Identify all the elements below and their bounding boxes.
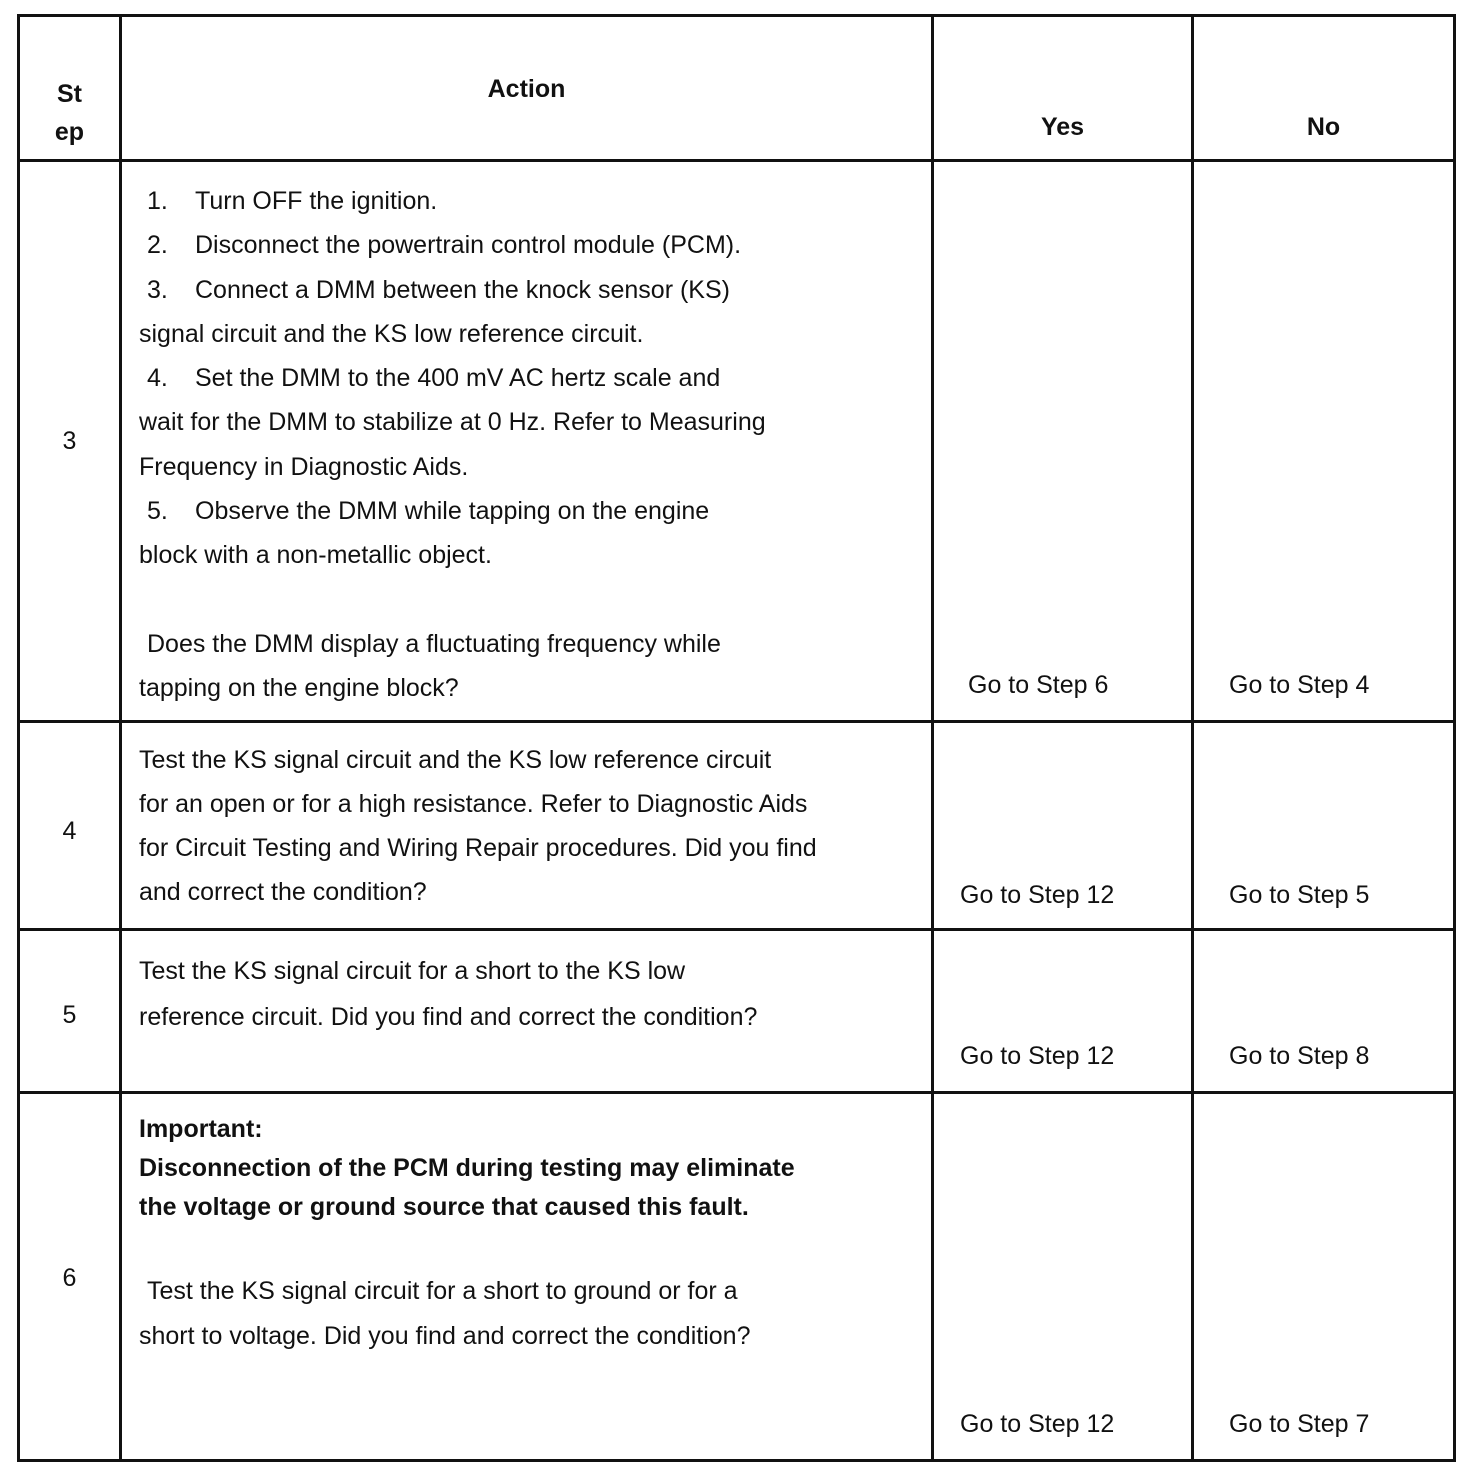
action-line: 1. Turn OFF the ignition. [147,187,438,215]
action-line: 5. Observe the DMM while tapping on the engine [147,497,710,526]
action-line: block with a non-metallic object. [139,541,492,570]
action-line: 4. Set the DMM to the 400 mV AC hertz scale and [147,364,721,393]
header-no: No [1306,113,1341,141]
action-line: Test the KS signal circuit for a short to the KS low [139,957,686,985]
no-cell [1193,1093,1455,1461]
action-cell [121,161,933,722]
yes-goto-link: Go to Step 12 [960,1410,1115,1438]
action-line: wait for the DMM to stabilize at 0 Hz. Refer to Measuring [139,408,766,437]
step-number: 6 [62,1264,77,1292]
step-cell [19,722,121,930]
action-text [139,738,923,914]
yes-cell [933,930,1193,1093]
action-cell [121,722,933,930]
step-cell [19,1093,121,1461]
action-line: for an open or for a high resistance. Refer to Diagnostic Aids [139,790,808,818]
yes-goto-link: Go to Step 12 [960,1042,1115,1070]
table-header-row [19,16,1455,161]
no-cell [1193,161,1455,722]
no-cell [1193,722,1455,930]
header-no-cell [1193,16,1455,161]
question-line: tapping on the engine block? [139,673,459,702]
action-line: 2. Disconnect the powertrain control module (PCM). [147,231,742,260]
action-line: signal circuit and the KS low reference circuit. [139,319,644,348]
action-text [139,948,923,1040]
step-cell [19,161,121,722]
no-goto-link: Go to Step 5 [1229,881,1370,909]
important-line: Disconnection of the PCM during testing may eliminate [139,1154,795,1182]
step-number: 5 [62,1001,77,1029]
yes-cell [933,161,1193,722]
action-line: 3. Connect a DMM between the knock sensor (KS) [147,275,730,304]
important-line: the voltage or ground source that caused this fault. [139,1193,749,1221]
action-line: short to voltage. Did you find and correct the condition? [139,1322,751,1350]
important-label: Important: [139,1115,263,1143]
action-cell [121,1093,933,1461]
header-step-cell [19,16,121,161]
header-step-line2: ep [54,118,85,146]
yes-goto-link: Go to Step 6 [968,671,1109,699]
step-number: 4 [62,817,77,845]
action-line: and correct the condition? [139,878,427,906]
yes-cell [933,722,1193,930]
yes-cell [933,1093,1193,1461]
action-line: Test the KS signal circuit and the KS low reference circuit [139,746,772,774]
header-yes: Yes [1040,113,1085,141]
yes-goto-link: Go to Step 12 [960,881,1115,909]
header-step-line1: St [57,80,82,108]
table-row [19,1093,1455,1461]
header-action: Action [487,75,566,103]
no-goto-link: Go to Step 7 [1229,1410,1370,1438]
no-goto-link: Go to Step 8 [1229,1042,1370,1070]
no-goto-link: Go to Step 4 [1229,671,1370,699]
step-number: 3 [62,427,77,455]
header-yes-cell [933,16,1193,161]
action-line: reference circuit. Did you find and correct the condition? [139,1003,758,1031]
diagnostic-table [17,14,1456,1462]
table-row [19,722,1455,930]
table-row [19,930,1455,1093]
action-text [139,1110,923,1358]
question-line: Does the DMM display a fluctuating frequency while [147,629,721,658]
action-line: Test the KS signal circuit for a short to ground or for a [147,1277,738,1305]
header-action-cell [121,16,933,161]
action-cell [121,930,933,1093]
action-line: Frequency in Diagnostic Aids. [139,452,469,481]
header-step [20,75,119,151]
table-row [19,161,1455,722]
action-text [139,179,923,710]
no-cell [1193,930,1455,1093]
action-line: for Circuit Testing and Wiring Repair procedures. Did you find [139,834,817,862]
step-cell [19,930,121,1093]
